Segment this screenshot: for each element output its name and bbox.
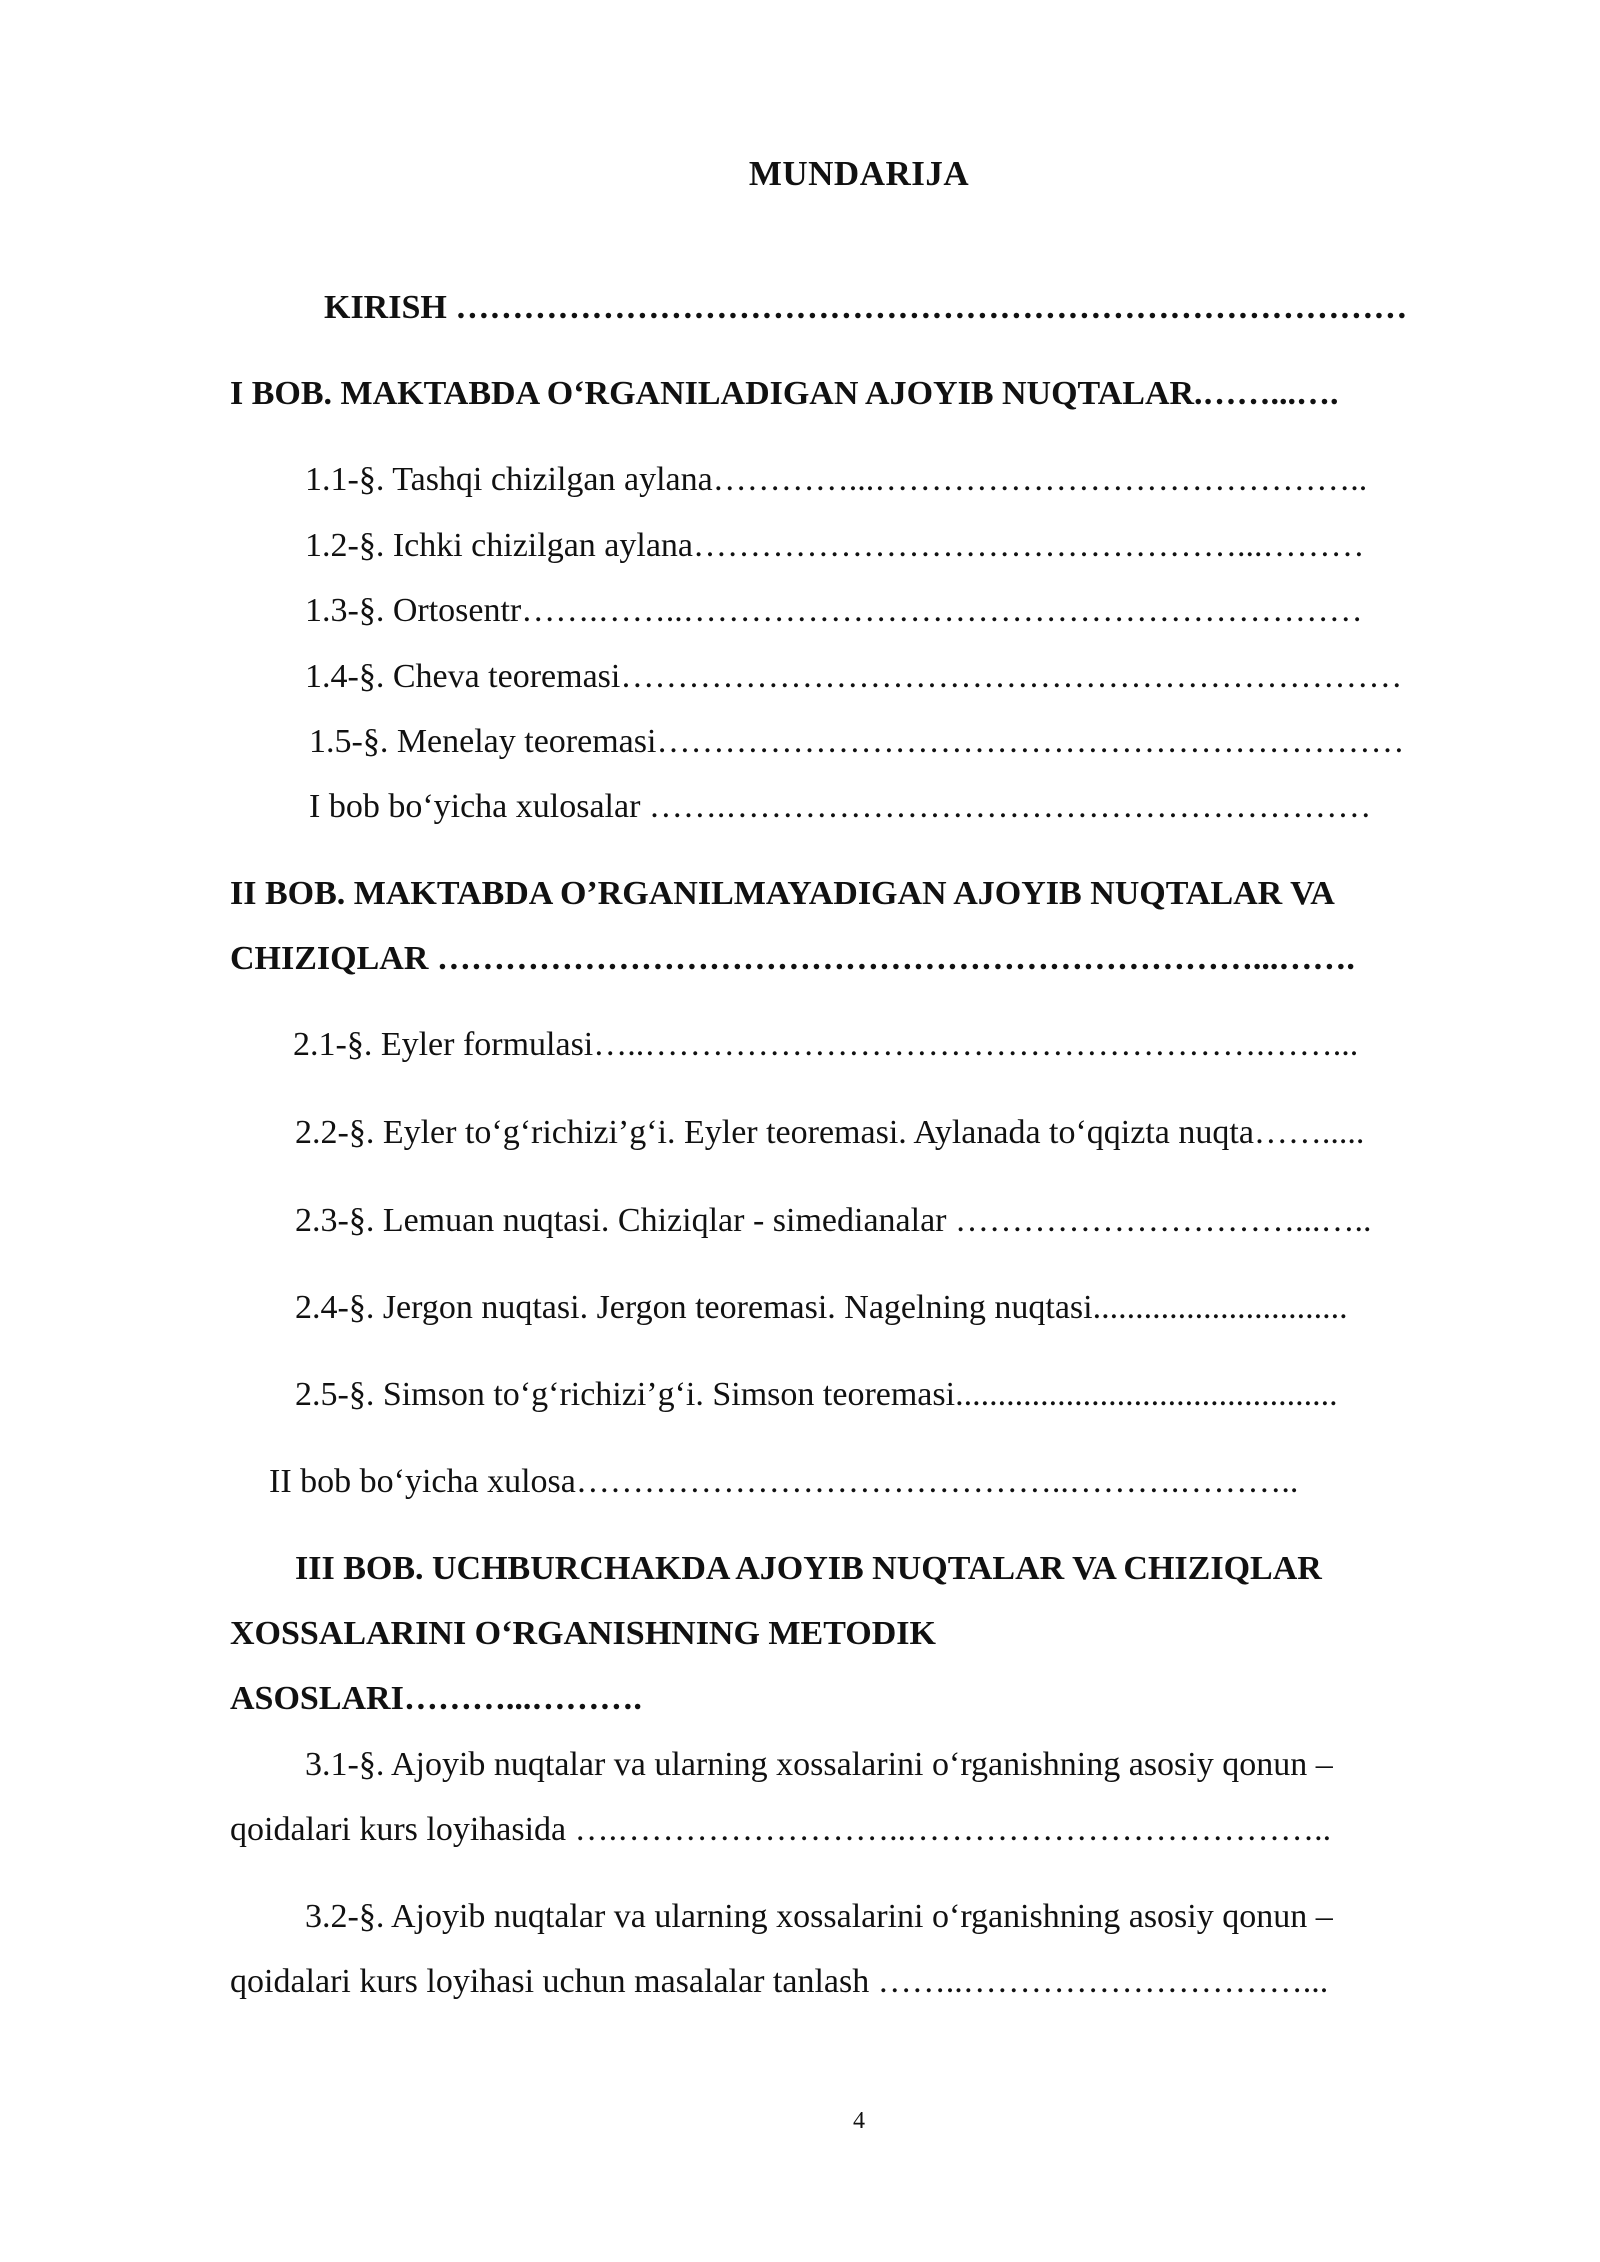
toc-chapter-2-line-2: CHIZIQLAR ………………………………………………………………...……. xyxy=(230,940,1355,977)
toc-section-3-1-line-1: 3.1-§. Ajoyib nuqtalar va ularning xossalarini o‘rganishning asosiy qonun – xyxy=(305,1746,1333,1783)
toc-chapter-1-summary: I bob bo‘yicha xulosalar …….………………………………………………… xyxy=(309,788,1372,825)
toc-section-3-1-line-2: qoidalari kurs loyihasida ….……………………..……………………………….. xyxy=(230,1811,1332,1848)
toc-section-1-2: 1.2-§. Ichki chizilgan aylana…………………………………………...……… xyxy=(305,527,1365,564)
page-number: 4 xyxy=(853,2108,865,2134)
toc-chapter-1: I BOB. MAKTABDA O‘RGANILADIGAN AJOYIB NUQTALAR.……...…. xyxy=(230,375,1339,412)
page-title xyxy=(0,154,1600,194)
toc-section-1-3: 1.3-§. Ortosentr…….……..…………………………………………………… xyxy=(305,592,1363,629)
toc-section-3-2-line-2: qoidalari kurs loyihasi uchun masalalar tanlash ……..…………………………... xyxy=(230,1963,1329,2000)
toc-section-1-4: 1.4-§. Cheva teoremasi…………………………………………………………… xyxy=(305,658,1403,695)
toc-chapter-3-line-1: III BOB. UCHBURCHAKDA AJOYIB NUQTALAR VA CHIZIQLAR xyxy=(295,1550,1322,1587)
toc-section-2-3: 2.3-§. Lemuan nuqtasi. Chiziqlar - simedianalar …………………………...….. xyxy=(295,1202,1372,1239)
toc-chapter-3-line-2: XOSSALARINI O‘RGANISHNING METODIK xyxy=(230,1615,936,1652)
page-title-text: MUNDARIJA xyxy=(748,154,970,193)
toc-section-3-2-line-1: 3.2-§. Ajoyib nuqtalar va ularning xossalarini o‘rganishning asosiy qonun – xyxy=(305,1898,1333,1935)
toc-section-2-4: 2.4-§. Jergon nuqtasi. Jergon teoremasi. Nagelning nuqtasi.............................. xyxy=(295,1289,1348,1326)
toc-entry-kirish: KIRISH ………………………………………………………………………… xyxy=(324,289,1408,326)
toc-chapter-2-line-1: II BOB. MAKTABDA O’RGANILMAYADIGAN AJOYIB NUQTALAR VA xyxy=(230,875,1335,912)
toc-section-2-2: 2.2-§. Eyler to‘g‘richizi’g‘i. Eyler teoremasi. Aylanada to‘qqizta nuqta……..... xyxy=(295,1114,1365,1151)
toc-chapter-2-summary: II bob bo‘yicha xulosa……………………………………..……….……….. xyxy=(269,1463,1299,1500)
toc-section-2-5: 2.5-§. Simson to‘g‘richizi’g‘i. Simson teoremasi............................................. xyxy=(295,1376,1338,1413)
toc-chapter-3-line-3: ASOSLARI………...………. xyxy=(230,1680,642,1717)
toc-section-2-1: 2.1-§. Eyler formulasi…..……………………………………………….……... xyxy=(293,1026,1359,1063)
toc-section-1-5: 1.5-§. Menelay teoremasi………………………………………………………… xyxy=(309,723,1405,760)
toc-section-1-1: 1.1-§. Tashqi chizilgan aylana…………...…………………………………….. xyxy=(305,461,1368,498)
